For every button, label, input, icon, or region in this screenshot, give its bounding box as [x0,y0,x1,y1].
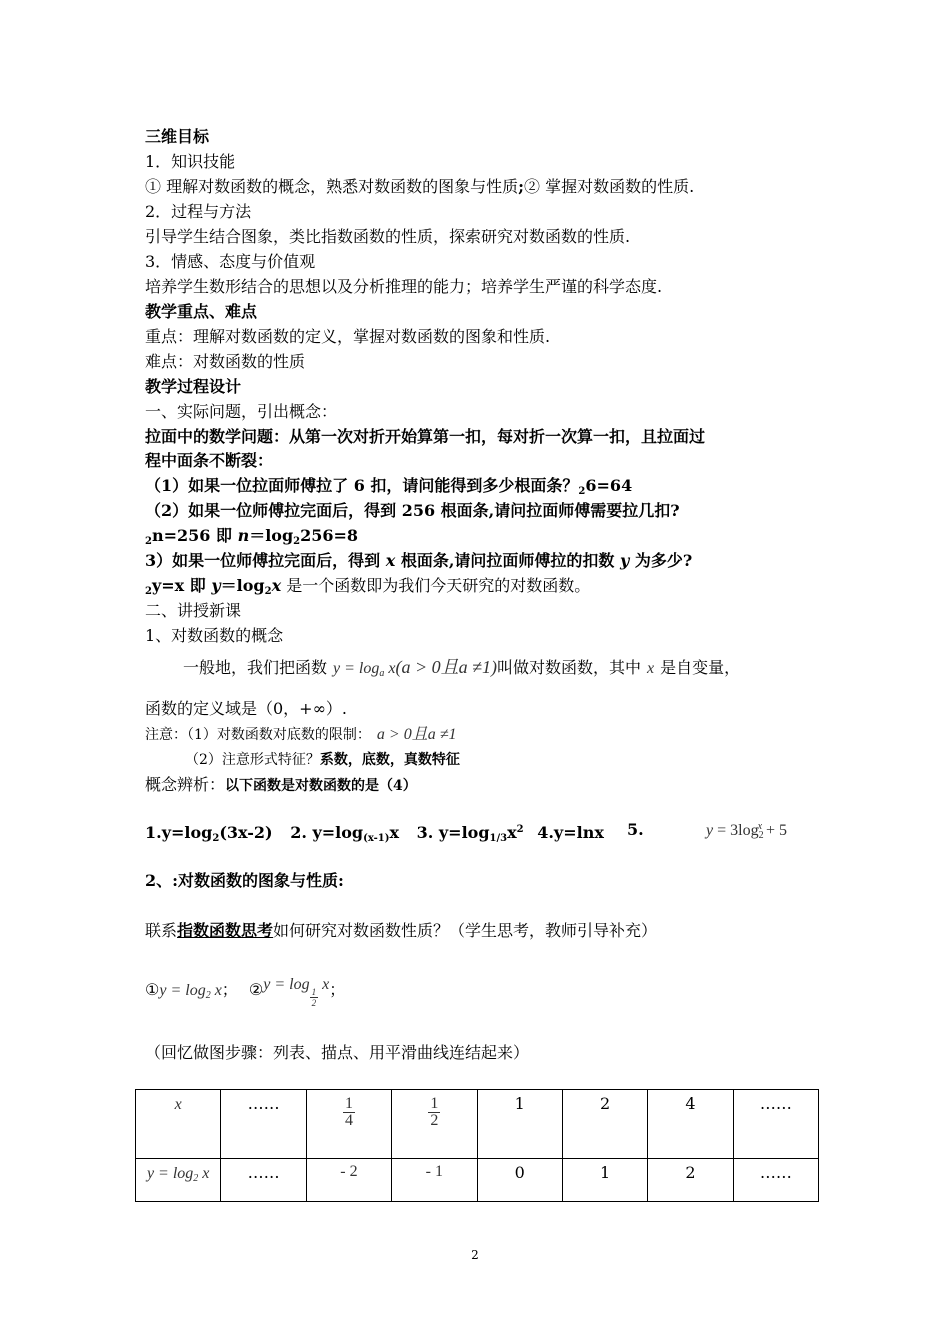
table-cell: …… [221,1090,306,1159]
table-cell: - 2 [306,1159,391,1202]
question-3: 3）如果一位师傅拉完面后，得到 x 根面条,请问拉面师傅拉的扣数 y 为多少? [145,551,693,570]
link-exponential-text: 联系指数函数思考如何研究对数函数性质？（学生思考，教师引导补充） [145,921,658,940]
section-title-objectives: 三维目标 [145,127,210,146]
table-cell: …… [733,1159,818,1202]
page-number: 2 [471,1248,479,1262]
question-2-answer: $_2$n=256 即 $n=\log_2256=8$ [145,526,359,547]
objective-3-text: 培养学生数形结合的思想以及分析推理的能力；培养学生严谨的科学态度. [145,277,663,296]
option-1: $1.y=\log_2(3x-2)$ [145,823,273,844]
table-cell: 1 [562,1159,647,1202]
part-2-title: 二、讲授新课 [145,601,242,620]
option-5-formula: $y = 3\log_2^x + 5$ [706,821,788,841]
question-1: （1）如果一位拉面师傅拉了 6 扣，请问能得到多少根面条？$_2$6=64 [145,476,633,497]
objective-2-text: 引导学生结合图象，类比指数函数的性质，探索研究对数函数的性质. [145,227,631,246]
option-2: 2. $y=\log_{(x-1)}x$ [290,823,400,844]
option-3: 3. $y=\log_{1/3}x^2$ [416,823,524,844]
options-line [145,820,604,849]
table-cell: 2 [562,1090,647,1159]
key-point-text: 重点：理解对数函数的定义，掌握对数函数的图象和性质. [145,327,551,346]
concept-title: 1、对数函数的概念 [145,626,284,645]
question-2: （2）如果一位师傅拉完面后，得到 256 根面条,请问拉面师傅需要拉几扣? [145,501,680,520]
table-cell: - 1 [392,1159,477,1202]
value-table [135,1089,819,1202]
section-title-key-points: 教学重点、难点 [145,302,258,321]
table-cell: x [136,1090,221,1159]
note-1: 注意：（1）对数函数对底数的限制： a > 0且a ≠1 [145,726,457,743]
question-3-answer: $_2$y=x 即 $y=\log_2x$ 是一个函数即为我们今天研究的对数函数。 [145,576,591,597]
part-1-title: 一、实际问题，引出概念： [145,402,338,421]
function-2: y = log $\frac{1}{2}$ x [263,976,330,1008]
graph-properties-title: 2、:对数函数的图象与性质: [145,871,344,890]
note-2: （2）注意形式特征？系数，底数，真数特征 [185,752,460,768]
section-title-process: 教学过程设计 [145,377,242,396]
objective-1-title: 1．知识技能 [145,152,236,171]
table-cell: 2 [648,1159,733,1202]
table-row-y [136,1159,819,1202]
objective-2-title: 2．过程与方法 [145,202,252,221]
concept-analysis: 概念辨析：以下函数是对数函数的是（4） [145,775,417,794]
table-row-x [136,1090,819,1159]
difficult-point-text: 难点：对数函数的性质 [145,352,306,371]
objective-1-text: ① 理解对数函数的概念，熟悉对数函数的图象与性质;② 掌握对数函数的性质. [145,177,695,196]
definition-line: 一般地，我们把函数 $y = \log_a x(a > 0$且a ≠1)叫做对数函数，其中 x 是自变量， [183,657,741,679]
table-cell: 0 [477,1159,562,1202]
functions-line: ①y = $\log_2 x$； ②y = log $\frac{1}{2}$ x； [145,976,346,1008]
table-cell: $y = \log_2 x$ [136,1159,221,1202]
objective-3-title: 3．情感、态度与价值观 [145,252,316,271]
domain-text: 函数的定义域是（0，+∞）. [145,699,348,718]
table-cell: 4 [648,1090,733,1159]
option-5-label: 5. [627,820,644,839]
noodle-problem-intro-line2: 程中面条不断裂： [145,451,274,470]
noodle-problem-intro-line1: 拉面中的数学问题：从第一次对折开始算第一扣，每对折一次算一扣，且拉面过 [145,427,706,446]
option-4: 4.y=lnx [537,823,604,842]
table-cell: $\frac{1}{4}$ [306,1090,391,1159]
function-1: $y = \log_2 x$ [159,982,222,1001]
table-cell: …… [733,1090,818,1159]
table-cell: $\frac{1}{2}$ [392,1090,477,1159]
recall-steps-text: （回忆做图步骤：列表、描点、用平滑曲线连结起来） [145,1043,530,1062]
table-cell: 1 [477,1090,562,1159]
table-cell: …… [221,1159,306,1202]
